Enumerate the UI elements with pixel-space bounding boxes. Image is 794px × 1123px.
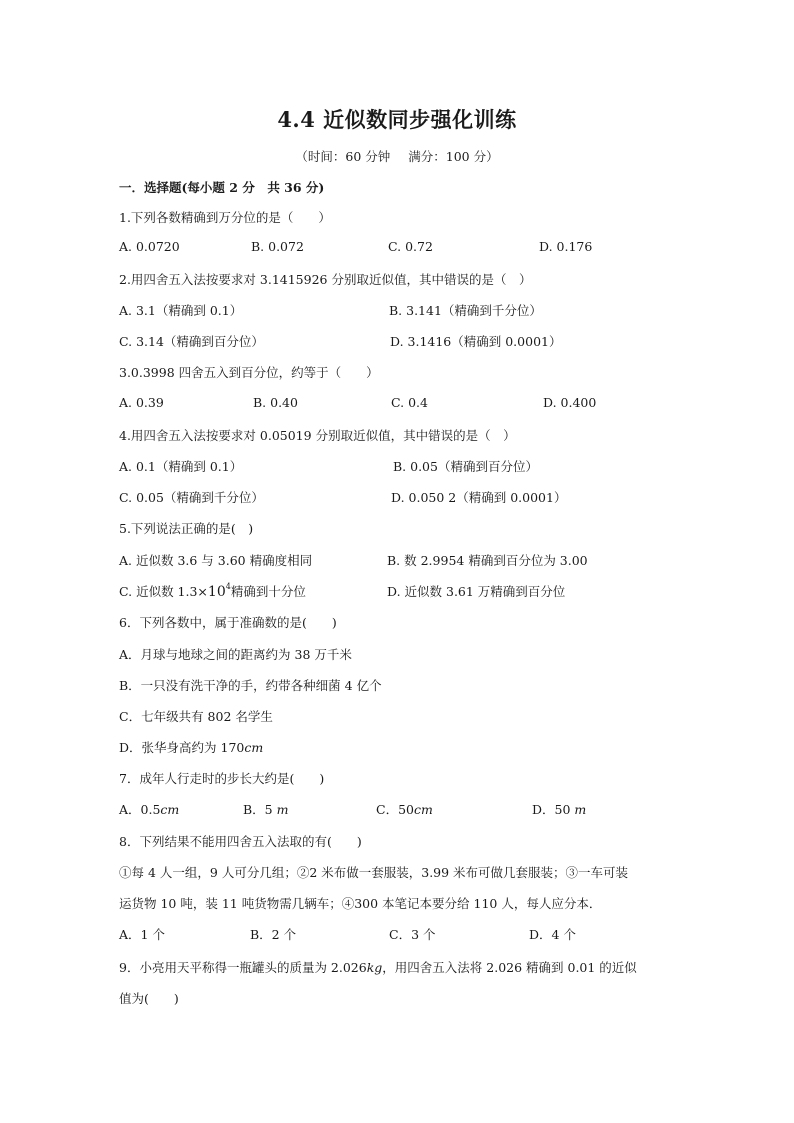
q2-option-b: B. 3.141（精确到千分位） (389, 303, 542, 318)
q1-option-b: B. 0.072 (251, 239, 304, 254)
q4-option-a: A. 0.1（精确到 0.1） (119, 459, 243, 474)
q5-option-c-suffix: 精确到十分位 (230, 584, 306, 599)
q4-option-d: D. 0.050 2（精确到 0.0001） (391, 490, 567, 505)
q8-option-a: A．1 个 (119, 927, 165, 942)
q5-option-c-base: 10 (207, 584, 226, 600)
q4-option-c: C. 0.05（精确到千分位） (119, 490, 264, 505)
q7-option-c-text: C．50 (376, 802, 414, 817)
question-5: 5.下列说法正确的是( ) (119, 521, 254, 536)
q6-option-b: B．一只没有洗干净的手，约带各种细菌 4 亿个 (119, 678, 382, 693)
q7-option-d-text: D．50 (532, 802, 571, 817)
q9-line-2: 值为( ) (119, 991, 179, 1006)
question-6: 6．下列各数中，属于准确数的是( ) (119, 615, 337, 630)
q6-option-c: C．七年级共有 802 名学生 (119, 709, 273, 724)
q7-option-d (532, 800, 586, 818)
q6-option-d (119, 738, 263, 756)
q8-option-c: C．3 个 (389, 927, 436, 942)
q3-option-b: B. 0.40 (253, 395, 298, 410)
q5-option-a: A. 近似数 3.6 与 3.60 精确度相同 (119, 553, 313, 568)
question-3: 3.0.3998 四舍五入到百分位，约等于（ ） (119, 365, 379, 380)
q5-option-c-exponent: 4 (225, 582, 231, 591)
question-1: 1.下列各数精确到万分位的是（ ） (119, 210, 331, 225)
q6-option-a: A．月球与地球之间的距离约为 38 万千米 (119, 647, 352, 662)
question-8: 8．下列结果不能用四舍五入法取的有( ) (119, 834, 362, 849)
q1-option-a: A. 0.0720 (119, 239, 180, 254)
q9-text-end: ，用四舍五入法将 2.026 精确到 0.01 的近似 (382, 960, 637, 975)
q5-option-c (119, 582, 306, 600)
q1-option-d: D. 0.176 (539, 239, 593, 254)
page-title: 4.4 近似数同步强化训练 (277, 107, 517, 132)
q7-option-c (376, 800, 433, 818)
q7-option-a (119, 800, 179, 818)
q3-option-d: D. 0.400 (543, 395, 597, 410)
q9-unit: kg (366, 960, 383, 975)
question-2: 2.用四舍五入法按要求对 3.1415926 分别取近似值，其中错误的是（ ） (119, 272, 532, 287)
q8-option-b: B．2 个 (250, 927, 297, 942)
q3-option-a: A. 0.39 (119, 395, 164, 410)
page-subtitle (0, 147, 794, 165)
q7-option-b-unit: m (276, 802, 289, 817)
q9-text-start: 9．小亮用天平称得一瓶罐头的质量为 2.026 (119, 960, 367, 975)
q4-option-b: B. 0.05（精确到百分位） (393, 459, 538, 474)
q3-option-c: C. 0.4 (391, 395, 428, 410)
q8-body-line-2: 运货物 10 吨，装 11 吨货物需几辆车；④300 本笔记本要分给 110 人，每人应分本． (119, 896, 602, 911)
question-9 (119, 958, 637, 976)
q2-option-a: A. 3.1（精确到 0.1） (119, 303, 243, 318)
question-7: 7．成年人行走时的步长大约是( ) (119, 771, 325, 786)
q7-option-a-text: A．0.5 (119, 802, 161, 817)
q7-option-a-unit: cm (160, 802, 180, 817)
q6-option-d-unit: cm (244, 740, 264, 755)
time-limit: （时间：60 分钟 (295, 149, 391, 164)
q6-option-d-text: D．张华身高约为 170 (119, 740, 245, 755)
q7-option-b (243, 800, 288, 818)
question-4: 4.用四舍五入法按要求对 0.05019 分别取近似值，其中错误的是（ ） (119, 428, 516, 443)
q5-option-c-prefix: C. 近似数 1.3× (119, 584, 208, 599)
q8-body-line-1: ①每 4 人一组，9 人可分几组；②2 米布做一套服装，3.99 米布可做几套服装；③一车可装 (119, 865, 629, 880)
q7-option-b-text: B．5 (243, 802, 273, 817)
q5-option-d: D. 近似数 3.61 万精确到百分位 (387, 584, 566, 599)
full-score: 满分：100 分） (408, 149, 499, 164)
q2-option-d: D. 3.1416（精确到 0.0001） (390, 334, 562, 349)
q8-option-d: D．4 个 (529, 927, 576, 942)
q7-option-d-unit: m (574, 802, 587, 817)
q1-option-c: C. 0.72 (388, 239, 433, 254)
q2-option-c: C. 3.14（精确到百分位） (119, 334, 264, 349)
section-heading: 一．选择题(每小题 2 分 共 36 分) (119, 180, 325, 195)
q5-option-b: B. 数 2.9954 精确到百分位为 3.00 (387, 553, 588, 568)
q7-option-c-unit: cm (413, 802, 433, 817)
